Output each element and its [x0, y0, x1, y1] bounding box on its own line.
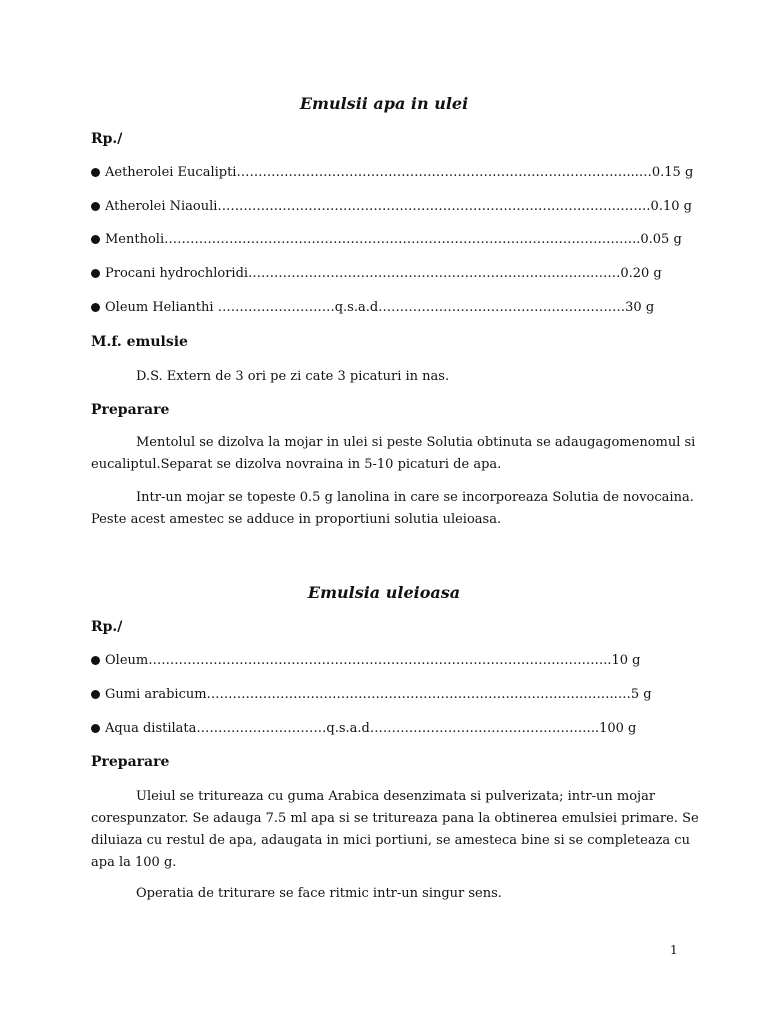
ingredient-text: Aqua distilata…………………………q.s.a.d……………………………………………..100 g [105, 721, 637, 736]
paragraph-line: Mentolul se dizolva la mojar in ulei si peste Solutia obtinuta se adaugagomenomul si [136, 435, 696, 450]
preparation-heading: Preparare [91, 754, 170, 770]
ingredient-item [91, 721, 636, 736]
ingredient-item [91, 199, 692, 214]
paragraph-line: Peste acest amestec se adduce in proportiuni solutia uleioasa. [91, 512, 502, 527]
ingredient-text: Mentholi………………………………………………………………………………………………..0.05 g [105, 232, 682, 247]
bullet-icon [91, 724, 100, 733]
paragraph-line: apa la 100 g. [91, 855, 177, 870]
section-title: Emulsii apa in ulei [299, 94, 469, 113]
ds-text: D.S. Extern de 3 ori pe zi cate 3 picaturi in nas. [136, 369, 450, 384]
bullet-icon [91, 168, 100, 177]
ingredient-item [91, 653, 640, 668]
ingredient-item [91, 232, 682, 247]
bullet-icon [91, 690, 100, 699]
preparation-heading: Preparare [91, 402, 170, 418]
paragraph-line: Uleiul se tritureaza cu guma Arabica desenzimata si pulverizata; intr-un mojar [136, 789, 656, 804]
ingredient-text: Oleum Helianthi ………………………q.s.a.d…………………………………………………30 g [105, 300, 655, 315]
preparation-note: Operatia de triturare se face ritmic intr-un singur sens. [136, 886, 502, 901]
bullet-icon [91, 235, 100, 244]
ingredient-item [91, 165, 693, 180]
section-title: Emulsia uleioasa [307, 583, 461, 602]
preparation-paragraph [91, 786, 699, 874]
ingredient-text: Gumi arabicum…………………………………………………………………………………..…5 g [105, 687, 652, 702]
paragraph-line: corespunzator. Se adauga 7.5 ml apa si se tritureaza pana la obtinerea emulsiei primare. Se [91, 811, 699, 826]
bullet-icon [91, 303, 100, 312]
bullet-icon [91, 202, 100, 211]
ingredient-item [91, 300, 654, 315]
ingredient-text: Procani hydrochloridi……………………………………………………………………..……0.20 g [105, 266, 662, 281]
mf-label: M.f. emulsie [91, 334, 188, 350]
ingredient-item [91, 687, 652, 702]
page-number: 1 [670, 943, 678, 957]
ingredient-text: Oleum……………………………………………………………………………………………..10 g [105, 653, 641, 668]
bullet-icon [91, 656, 100, 665]
ingredient-item [91, 266, 662, 281]
bullet-icon [91, 269, 100, 278]
paragraph-line: diluiaza cu restul de apa, adaugata in mici portiuni, se amesteca bine si se completeaza cu [91, 833, 690, 848]
ingredient-text: Atherolei Niaouli……………………………………………………………………………………….0.10 g [105, 199, 692, 214]
preparation-paragraph [91, 487, 694, 531]
paragraph-line: eucaliptul.Separat se dizolva novraina in 5-10 picaturi de apa. [91, 457, 502, 472]
paragraph-line: Intr-un mojar se topeste 0.5 g lanolina in care se incorporeaza Solutia de novocaina. [136, 490, 694, 505]
ingredient-text: Aetherolei Eucalipti………………………………………………………………………………...…0.15 g [105, 165, 694, 180]
rp-label: Rp./ [91, 619, 123, 635]
preparation-paragraph [91, 432, 696, 476]
rp-label: Rp./ [91, 131, 123, 147]
